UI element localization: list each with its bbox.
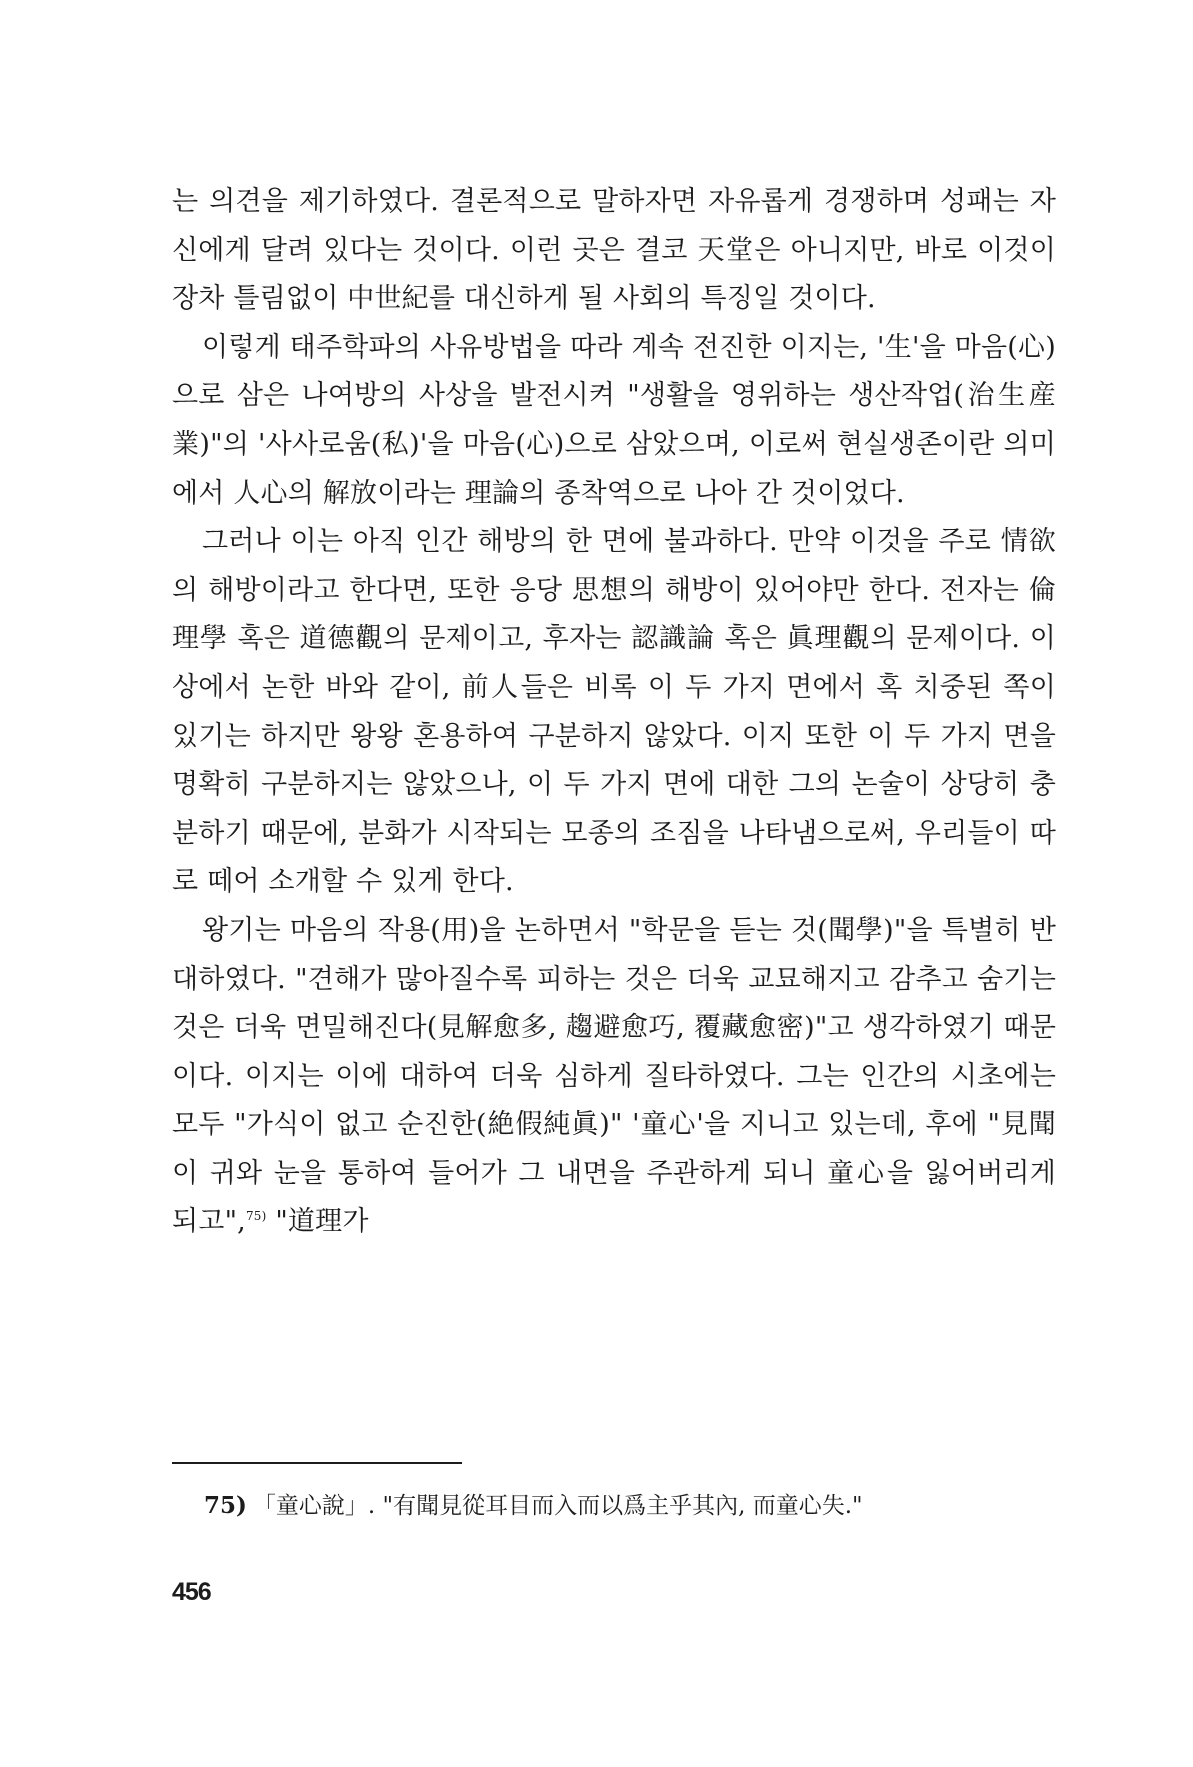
footnote-reference-mark: 75) <box>245 1209 267 1224</box>
paragraph-continuation: 는 의견을 제기하였다. 결론적으로 말하자면 자유롭게 경쟁하며 성패는 자신에게 달려 있다는 것이다. 이런 곳은 결코 天堂은 아니지만, 바로 이것이 장차 틀림없이 中世紀를 대신하게 될 사회의 특징일 것이다. <box>172 186 1056 315</box>
paragraph-4 <box>172 907 1056 1247</box>
footnote <box>204 1490 1054 1522</box>
paragraph-4-text: 왕기는 마음의 작용(用)을 논하면서 "학문을 듣는 것(聞學)"을 특별히 반대하였다. "견해가 많아질수록 피하는 것은 더욱 교묘해지고 감추고 숨기는 것은 더욱 면밀해진다(見解愈多, 趨避愈巧, 覆藏愈密)"고 생각하였기 때문이다. 이지는 이에 대하여 더욱 심하게 질타하였다. 그는 인간의 시초에는 모두 "가식이 없고 순진한(絶假純眞)" '童心'을 지니고 있는데, 후에 "見聞이 귀와 눈을 통하여 들어가 그 내면을 주관하게 되니 童心을 잃어버리게 되고", <box>172 914 1056 1238</box>
body-text <box>172 178 1056 1247</box>
page-number: 456 <box>172 1578 211 1606</box>
paragraph-3: 그러나 이는 아직 인간 해방의 한 면에 불과하다. 만약 이것을 주로 情欲의 해방이라고 한다면, 또한 응당 思想의 해방이 있어야만 한다. 전자는 倫理學 혹은 道德觀의 문제이고, 후자는 認識論 혹은 眞理觀의 문제이다. 이상에서 논한 바와 같이, 前人들은 비록 이 두 가지 면에서 혹 치중된 쪽이 있기는 하지만 왕왕 혼용하여 구분하지 않았다. 이지 또한 이 두 가지 면을 명확히 구분하지는 않았으나, 이 두 가지 면에 대한 그의 논술이 상당히 충분하기 때문에, 분화가 시작되는 모종의 조짐을 나타냄으로써, 우리들이 따로 떼어 소개할 수 있게 한다. <box>172 526 1056 898</box>
paragraph-4-tail: "道理가 <box>266 1206 369 1238</box>
paragraph-2: 이렇게 태주학파의 사유방법을 따라 계속 전진한 이지는, '生'을 마음(心)으로 삼은 나여방의 사상을 발전시켜 "생활을 영위하는 생산작업(治生産業)"의 '사사로움(私)'을 마음(心)으로 삼았으며, 이로써 현실생존이란 의미에서 人心의 解放이라는 理論의 종착역으로 나아 간 것이었다. <box>172 331 1056 509</box>
footnote-divider <box>172 1462 462 1464</box>
footnote-text: 「童心說」. "有聞見從耳目而入而以爲主乎其內, 而童心失." <box>252 1493 863 1519</box>
footnote-number: 75) <box>204 1492 247 1519</box>
